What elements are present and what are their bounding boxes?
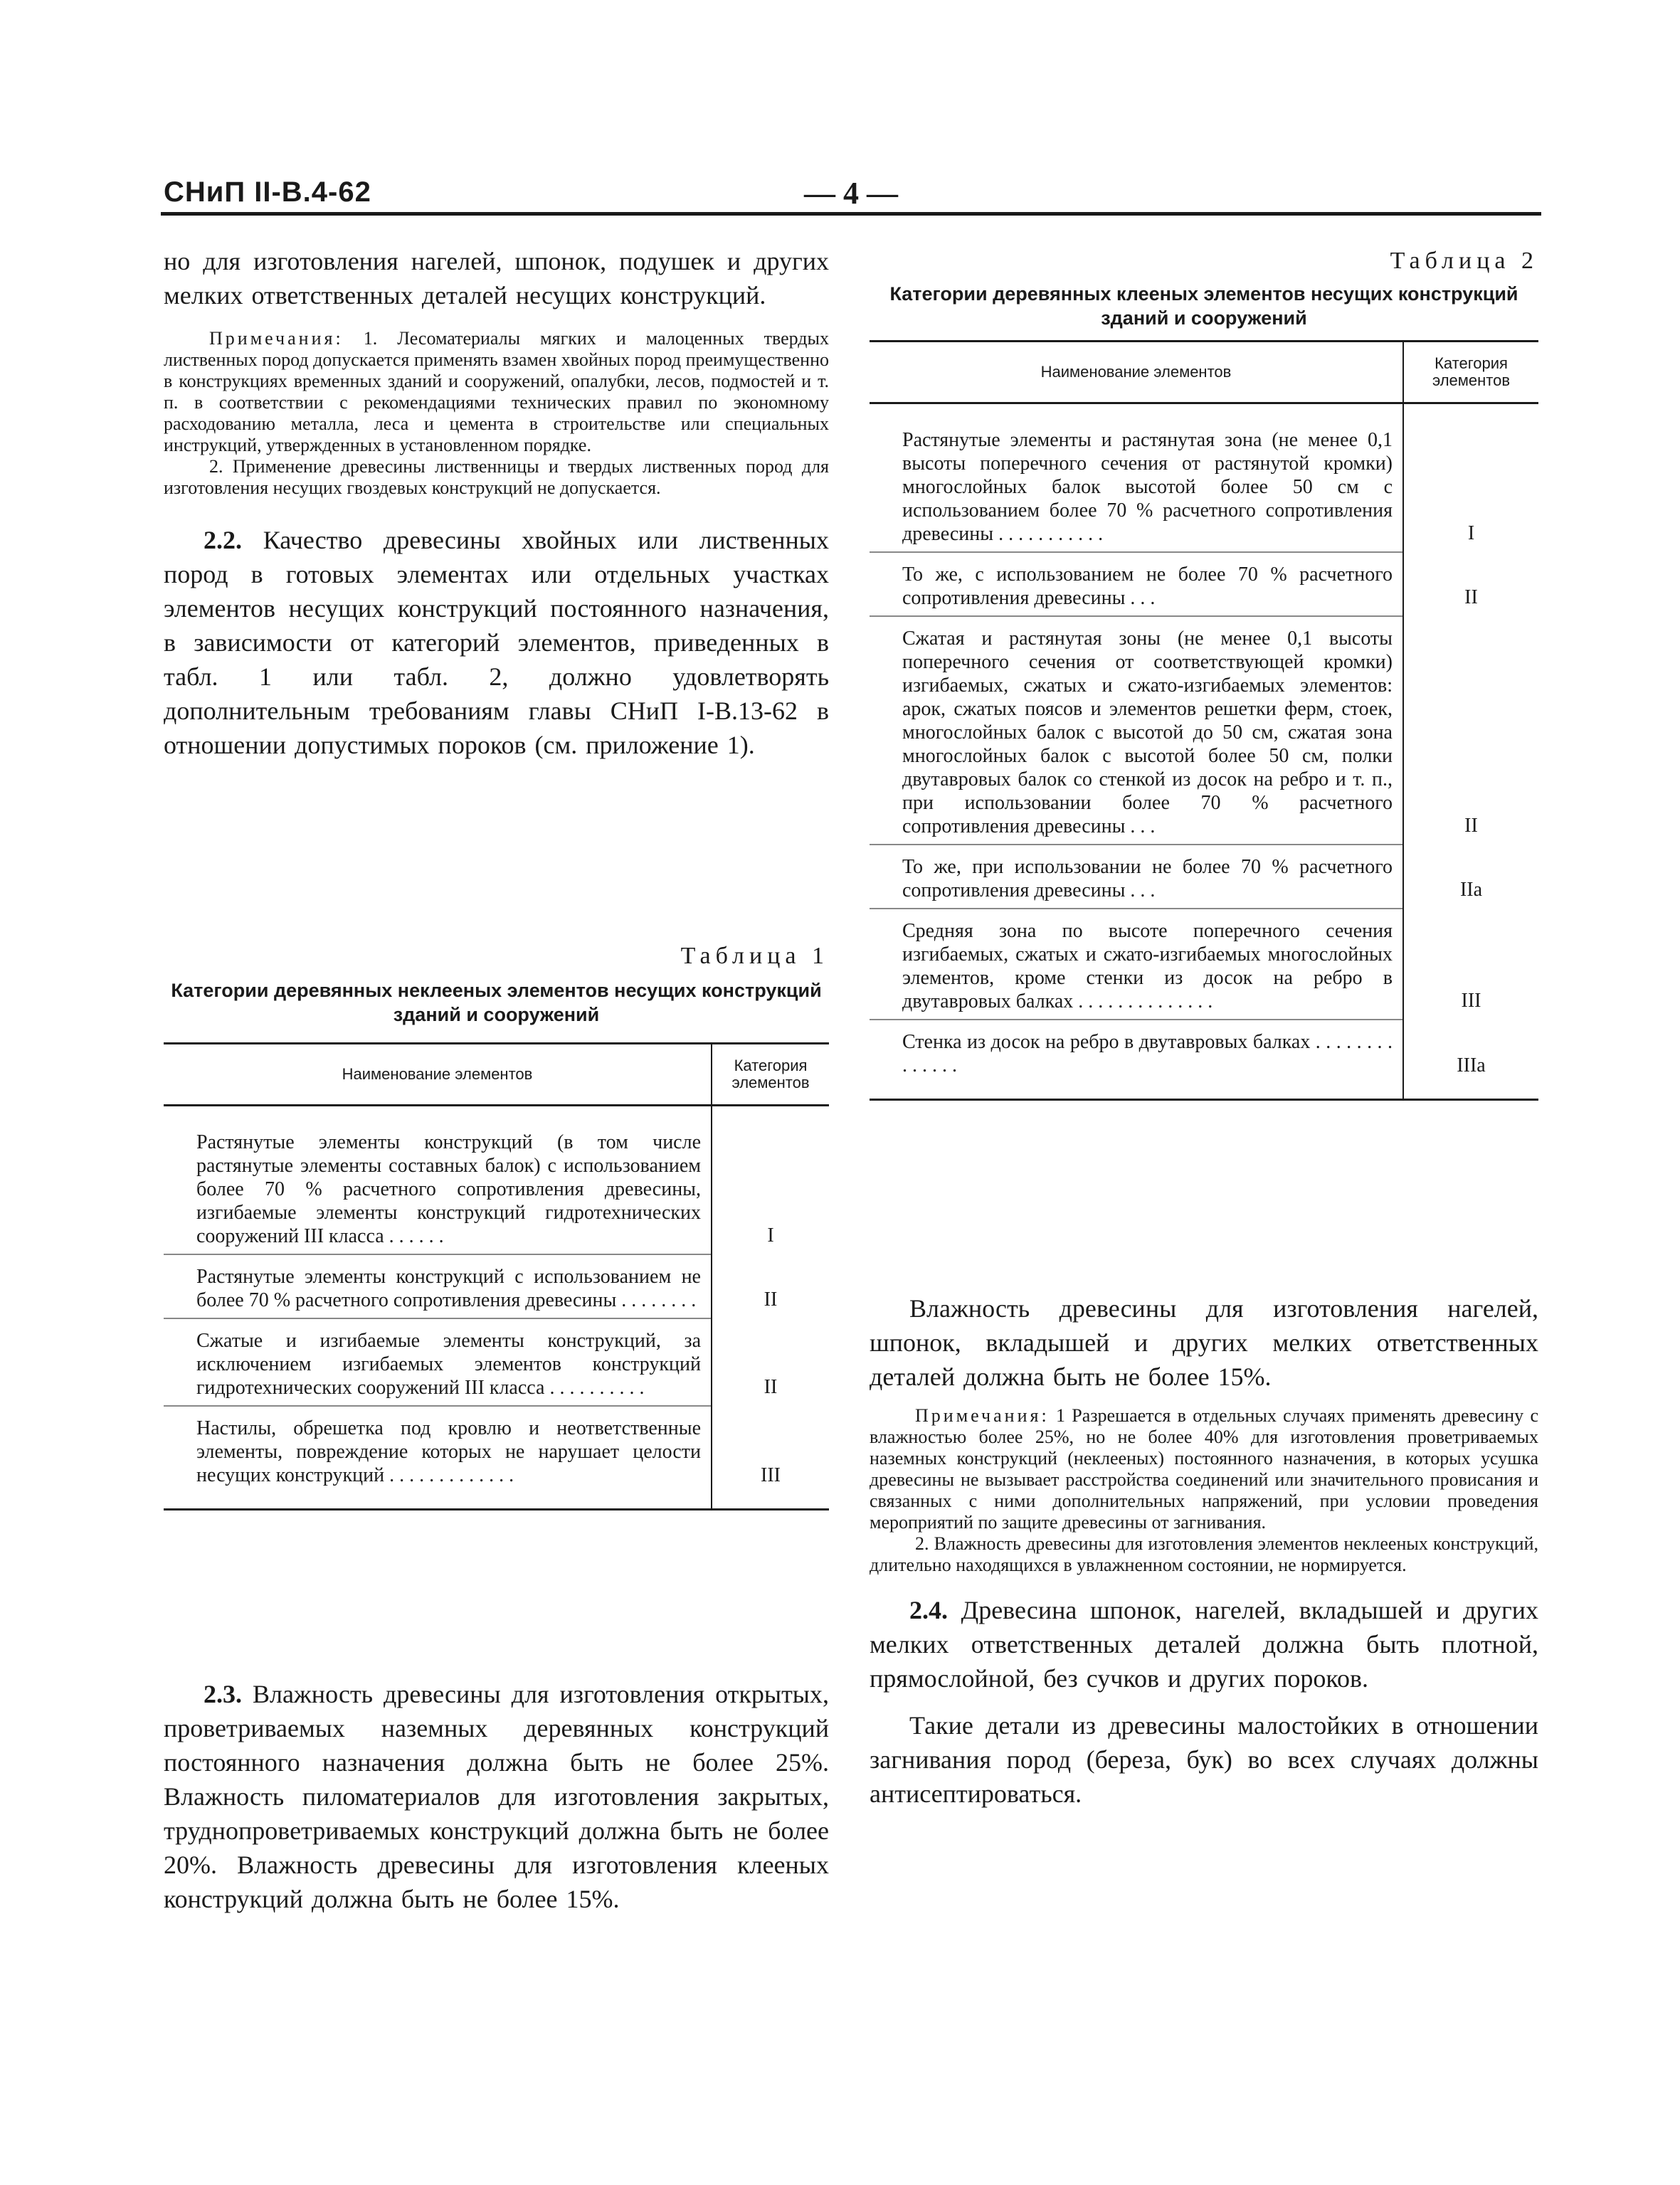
section-text: Древесина шпонок, нагелей, вкладышей и других мелких ответственных деталей должна быть плотной, прямослойной, без сучков и других пороков. — [870, 1596, 1538, 1693]
element-category: II — [764, 1376, 778, 1398]
notes-label: Примечания: — [209, 328, 344, 349]
table-row — [164, 1254, 829, 1318]
element-name: Средняя зона по высоте поперечного сечения изгибаемых, сжатых и сжато-изгибаемых многослойных элементов, кроме стенки из досок на ребро в двутавровых балках . . . . . . . . . . . . . . — [870, 909, 1403, 1020]
table-1-block — [164, 943, 829, 1511]
element-category: II — [764, 1289, 778, 1311]
section-2-3 — [164, 1677, 829, 1916]
table-row — [870, 845, 1538, 909]
column-header-name: Наименование элементов — [164, 1044, 712, 1106]
element-name: То же, при использовании не более 70 % расчетного сопротивления древесины . . . — [870, 845, 1403, 909]
table-row — [870, 552, 1538, 616]
note-1-text: 1. Лесоматериалы мягких и малоценных твердых лиственных пород допускается применять взамен хвойных пород преимущественно в конструкциях временных зданий и сооружений, опалубки, лесов, подмостей и т. п. в соответствии с рекомендациями технических правил по экономному расходованию металла, леса и цемента в строительстве или специальных инструкций, утвержденных в установленном порядке. — [164, 328, 829, 455]
left-column — [164, 244, 829, 762]
table-row — [870, 616, 1538, 845]
table-row — [870, 1020, 1538, 1100]
intro-paragraph: но для изготовления нагелей, шпонок, подушек и других мелких ответственных деталей несущих конструкций. — [164, 247, 829, 310]
element-name: То же, с использованием не более 70 % расчетного сопротивления древесины . . . — [870, 552, 1403, 616]
section-2-4 — [870, 1593, 1538, 1695]
element-category: I — [1467, 522, 1475, 544]
table-row — [870, 909, 1538, 1020]
note-1 — [164, 328, 829, 456]
page-number: — 4 — — [804, 176, 898, 211]
element-name: Настилы, обрешетка под кровлю и неответственные элементы, повреждение которых не нарушает целости несущих конструкций . . . . . . . . . . . . . — [164, 1406, 712, 1510]
element-name: Растянутые элементы и растянутая зона (не менее 0,1 высоты поперечного сечения от растянутой кромки) многослойных балок высотой более 50 см с использованием более 70 % расчетного сопротивления древесины . . . . . . . . . . . — [870, 403, 1403, 553]
section-number: 2.3. — [204, 1680, 242, 1708]
table-2 — [870, 340, 1538, 1101]
moisture-paragraph: Влажность древесины для изготовления нагелей, шпонок, вкладышей и других мелких ответственных деталей должна быть не более 15%. — [870, 1294, 1538, 1391]
note-2: 2. Применение древесины лиственницы и твердых лиственных пород для изготовления несущих гвоздевых конструкций не допускается. — [164, 456, 829, 498]
element-category: IIIа — [1403, 1020, 1538, 1100]
section-number: 2.2. — [204, 526, 242, 554]
element-category: I — [767, 1224, 774, 1247]
section-number: 2.4. — [909, 1596, 948, 1624]
element-category: III — [712, 1406, 829, 1510]
element-name: Растянутые элементы конструкций (в том числе растянутые элементы составных балок) с использованием более 70 % расчетного сопротивления древесины, изгибаемые элементы конструкций гидротехнических сооружений III класса . . . . . . — [164, 1106, 712, 1255]
table-2-title: Категории деревянных клееных элементов несущих конструкций зданий и сооружений — [889, 283, 1518, 329]
table-row — [870, 403, 1538, 553]
element-category: II — [1464, 586, 1478, 608]
column-header-name: Наименование элементов — [870, 342, 1403, 403]
table-2-block — [870, 248, 1538, 1101]
element-category: II — [1464, 815, 1478, 837]
element-name: Стенка из досок на ребро в двутавровых балках . . . . . . . . . . . . . . — [870, 1020, 1403, 1100]
table-header-row — [164, 1044, 829, 1106]
table-header-row — [870, 342, 1538, 403]
table-1-label: Таблица 1 — [680, 943, 829, 969]
element-name: Растянутые элементы конструкций с использованием не более 70 % расчетного сопротивления древесины . . . . . . . . — [164, 1254, 712, 1318]
document-code: СНиП II-В.4-62 — [164, 176, 371, 208]
page-header — [164, 176, 1537, 213]
note-1 — [870, 1405, 1538, 1533]
section-text: Влажность древесины для изготовления открытых, проветриваемых наземных деревянных конструкций постоянного назначения должна быть не более 25%. Влажность пиломатериалов для изготовления закрытых, труднопроветриваемых конструкций должна быть не более 20%. Влажность древесины для изготовления клееных конструкций должна быть не более 15%. — [164, 1680, 829, 1913]
table-1 — [164, 1042, 829, 1511]
table-2-label: Таблица 2 — [1390, 248, 1538, 274]
notes-label: Примечания: — [915, 1405, 1050, 1426]
element-name: Сжатая и растянутая зоны (не менее 0,1 высоты поперечного сечения от соответствующей кромки) изгибаемых, сжатых и сжато-изгибаемых элементов: арок, сжатых поясов и элементов решетки ферм, стоек, многослойных балок с высотой до 50 см, сжатая зона многослойных балок с высотой более 50 см, полки двутавровых балок со стенкой из досок на ребро и т. п., при использовании более 70 % расчетного сопротивления древесины . . . — [870, 616, 1403, 845]
element-category: III — [1461, 990, 1481, 1012]
element-category: IIа — [1459, 879, 1483, 901]
table-row — [164, 1106, 829, 1255]
table-1-title: Категории деревянных неклееных элементов несущих конструкций зданий и сооружений — [171, 980, 822, 1025]
section-2-2 — [164, 523, 829, 762]
note-2: 2. Влажность древесины для изготовления элементов неклееных конструкций, длительно находящихся в увлажненном состоянии, не нормируется. — [870, 1533, 1538, 1575]
column-header-category: Категория элементов — [1403, 342, 1538, 403]
column-header-category: Категория элементов — [712, 1044, 829, 1106]
note-1-text: 1 Разрешается в отдельных случаях применять древесину с влажностью более 25%, но не более 40% для изготовления проветриваемых наземных конструкций (неклееных) постоянного назначения, в которых усушка древесины не вызывает расстройства соединений или значительного провисания и связанных с ними дополнительных напряжений, при условии проведения мероприятий по защите древесины от загнивания. — [870, 1405, 1538, 1533]
header-rule — [161, 212, 1541, 216]
table-row — [164, 1318, 829, 1406]
section-2-3-block — [164, 1677, 829, 1916]
element-name: Сжатые и изгибаемые элементы конструкций, за исключением изгибаемых элементов конструкций гидротехнических сооружений III класса . . . . . . . . . . — [164, 1318, 712, 1406]
section-text: Качество древесины хвойных или лиственных пород в готовых элементах или отдельных участках элементов несущих конструкций постоянного назначения, в зависимости от категорий элементов, приведенных в табл. 1 или табл. 2, должно удовлетворять дополнительным требованиям главы СНиП I-В.13-62 в отношении допустимых пороков (см. приложение 1). — [164, 526, 829, 759]
final-paragraph: Такие детали из древесины малостойких в отношении загнивания пород (береза, бук) во всех случаях должны антисептироваться. — [870, 1711, 1538, 1808]
right-text-block — [870, 1291, 1538, 1811]
table-row — [164, 1406, 829, 1510]
